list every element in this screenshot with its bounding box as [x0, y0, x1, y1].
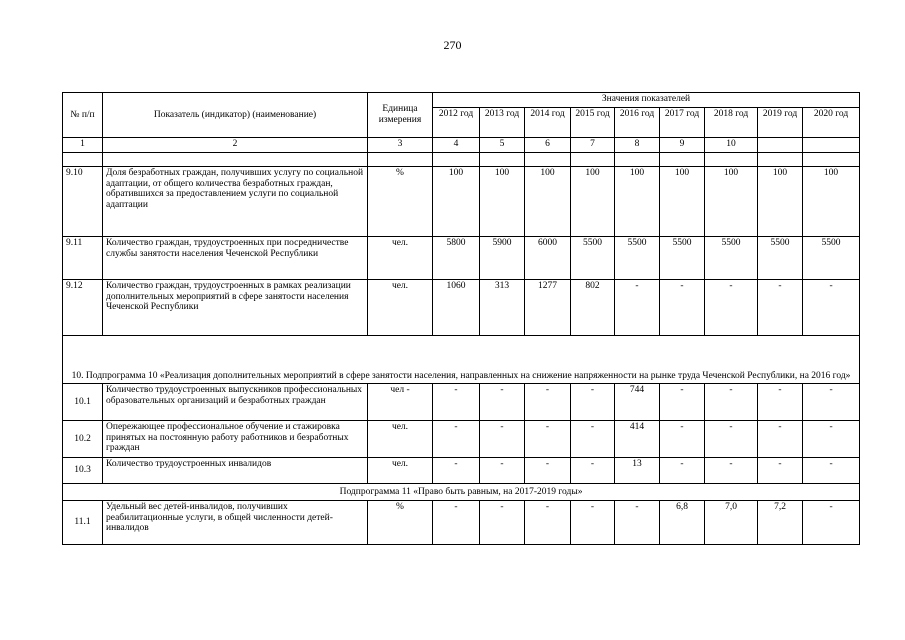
header-year: 2017 год [660, 108, 705, 138]
value-cell: - [433, 421, 480, 458]
value-cell: 5500 [758, 237, 803, 280]
value-cell: 414 [615, 421, 660, 458]
value-cell: 5500 [571, 237, 615, 280]
unit-cell: чел. [368, 458, 433, 484]
indicator-name: Количество граждан, трудоустроенных в рамках реализации дополнительных мероприятий в сфере занятости населения Чеченской Республики [103, 280, 368, 336]
indicator-name: Количество трудоустроенных инвалидов [103, 458, 368, 484]
header-year: 2013 год [480, 108, 525, 138]
value-cell: 802 [571, 280, 615, 336]
value-cell: - [705, 280, 758, 336]
table-row [63, 237, 860, 280]
header-year: 2018 год [705, 108, 758, 138]
column-number: 9 [660, 138, 705, 153]
value-cell: 100 [433, 167, 480, 237]
value-cell: 100 [571, 167, 615, 237]
value-cell: 1277 [525, 280, 571, 336]
value-cell: - [433, 501, 480, 545]
value-cell: - [705, 421, 758, 458]
value-cell: - [803, 384, 860, 421]
table-section-10-header [63, 336, 860, 384]
value-cell: 100 [705, 167, 758, 237]
value-cell: 6,8 [660, 501, 705, 545]
unit-cell: чел. [368, 280, 433, 336]
column-number [758, 138, 803, 153]
value-cell: - [433, 384, 480, 421]
indicator-name: Доля безработных граждан, получивших услугу по социальной адаптации, от общего количества безработных граждан, обратившихся за предоставлением услуги по социальной адаптации [103, 167, 368, 237]
header-no: № п/п [63, 93, 103, 138]
value-cell: - [525, 501, 571, 545]
column-number [803, 138, 860, 153]
value-cell: - [571, 458, 615, 484]
row-number: 10.3 [63, 458, 103, 484]
value-cell: 5500 [615, 237, 660, 280]
value-cell: - [480, 501, 525, 545]
value-cell: 7,0 [705, 501, 758, 545]
value-cell: 313 [480, 280, 525, 336]
unit-cell: % [368, 167, 433, 237]
row-number: 10.2 [63, 421, 103, 458]
value-cell: - [480, 421, 525, 458]
spacer-row [63, 153, 860, 167]
header-year: 2019 год [758, 108, 803, 138]
value-cell: - [660, 458, 705, 484]
table-row [63, 167, 860, 237]
value-cell: - [803, 501, 860, 545]
table-row [63, 501, 860, 545]
row-number: 9.10 [63, 167, 103, 237]
header-values-group: Значения показателей [433, 93, 860, 108]
value-cell: 1060 [433, 280, 480, 336]
header-year: 2012 год [433, 108, 480, 138]
value-cell: - [758, 421, 803, 458]
table-row [63, 280, 860, 336]
table-section-11-header [63, 484, 860, 501]
value-cell: - [705, 458, 758, 484]
value-cell: - [525, 421, 571, 458]
value-cell: 5500 [660, 237, 705, 280]
value-cell: - [571, 384, 615, 421]
unit-cell: чел - [368, 384, 433, 421]
value-cell: 100 [525, 167, 571, 237]
section-10-title: 10. Подпрограмма 10 «Реализация дополнительных мероприятий в сфере занятости населения, направленных на снижение напряженности на рынке труда Чеченской Республики, на 2016 год» [63, 336, 860, 384]
value-cell: - [758, 280, 803, 336]
indicator-name: Удельный вес детей-инвалидов, получивших реабилитационные услуги, в общей численности детей-инвалидов [103, 501, 368, 545]
value-cell: 6000 [525, 237, 571, 280]
value-cell: - [758, 458, 803, 484]
header-year: 2014 год [525, 108, 571, 138]
value-cell: - [803, 458, 860, 484]
value-cell: - [571, 421, 615, 458]
value-cell: 100 [758, 167, 803, 237]
value-cell: 13 [615, 458, 660, 484]
indicator-name: Опережающее профессиональное обучение и стажировка принятых на постоянную работу работников и безработных граждан [103, 421, 368, 458]
value-cell: 100 [480, 167, 525, 237]
header-year: 2020 год [803, 108, 860, 138]
column-number: 1 [63, 138, 103, 153]
row-number: 10.1 [63, 384, 103, 421]
value-cell: - [525, 384, 571, 421]
value-cell: - [480, 384, 525, 421]
column-number: 2 [103, 138, 368, 153]
column-number: 3 [368, 138, 433, 153]
column-number: 10 [705, 138, 758, 153]
table-body-section-11 [63, 501, 860, 545]
value-cell: 5900 [480, 237, 525, 280]
value-cell: - [660, 384, 705, 421]
indicator-name: Количество граждан, трудоустроенных при посредничестве службы занятости населения Чеченской Республики [103, 237, 368, 280]
value-cell: - [758, 384, 803, 421]
header-unit: Единица измерения [368, 93, 433, 138]
header-year: 2016 год [615, 108, 660, 138]
value-cell: - [660, 421, 705, 458]
value-cell: 5800 [433, 237, 480, 280]
column-number: 4 [433, 138, 480, 153]
unit-cell: чел. [368, 237, 433, 280]
value-cell: 100 [660, 167, 705, 237]
table-row [63, 421, 860, 458]
value-cell: - [660, 280, 705, 336]
header-year: 2015 год [571, 108, 615, 138]
section-11-title: Подпрограмма 11 «Право быть равным, на 2017-2019 годы» [63, 484, 860, 501]
indicator-name: Количество трудоустроенных выпускников профессиональных образовательных организаций и безработных граждан [103, 384, 368, 421]
column-number: 7 [571, 138, 615, 153]
value-cell: 5500 [705, 237, 758, 280]
value-cell: 100 [615, 167, 660, 237]
row-number: 9.11 [63, 237, 103, 280]
value-cell: 7,2 [758, 501, 803, 545]
table-row [63, 458, 860, 484]
table-body-section-9 [63, 153, 860, 336]
value-cell: - [705, 384, 758, 421]
value-cell: 5500 [803, 237, 860, 280]
column-number: 6 [525, 138, 571, 153]
value-cell: - [480, 458, 525, 484]
value-cell: - [525, 458, 571, 484]
unit-cell: % [368, 501, 433, 545]
unit-cell: чел. [368, 421, 433, 458]
value-cell: - [803, 421, 860, 458]
header-indicator: Показатель (индикатор) (наименование) [103, 93, 368, 138]
value-cell: - [571, 501, 615, 545]
value-cell: 744 [615, 384, 660, 421]
value-cell: - [615, 501, 660, 545]
value-cell: - [433, 458, 480, 484]
row-number: 11.1 [63, 501, 103, 545]
table-body-section-10 [63, 384, 860, 484]
column-number: 8 [615, 138, 660, 153]
page-number: 270 [443, 38, 462, 52]
column-number: 5 [480, 138, 525, 153]
value-cell: - [803, 280, 860, 336]
value-cell: 100 [803, 167, 860, 237]
row-number: 9.12 [63, 280, 103, 336]
indicators-table [62, 92, 860, 545]
value-cell: - [615, 280, 660, 336]
table-row [63, 384, 860, 421]
